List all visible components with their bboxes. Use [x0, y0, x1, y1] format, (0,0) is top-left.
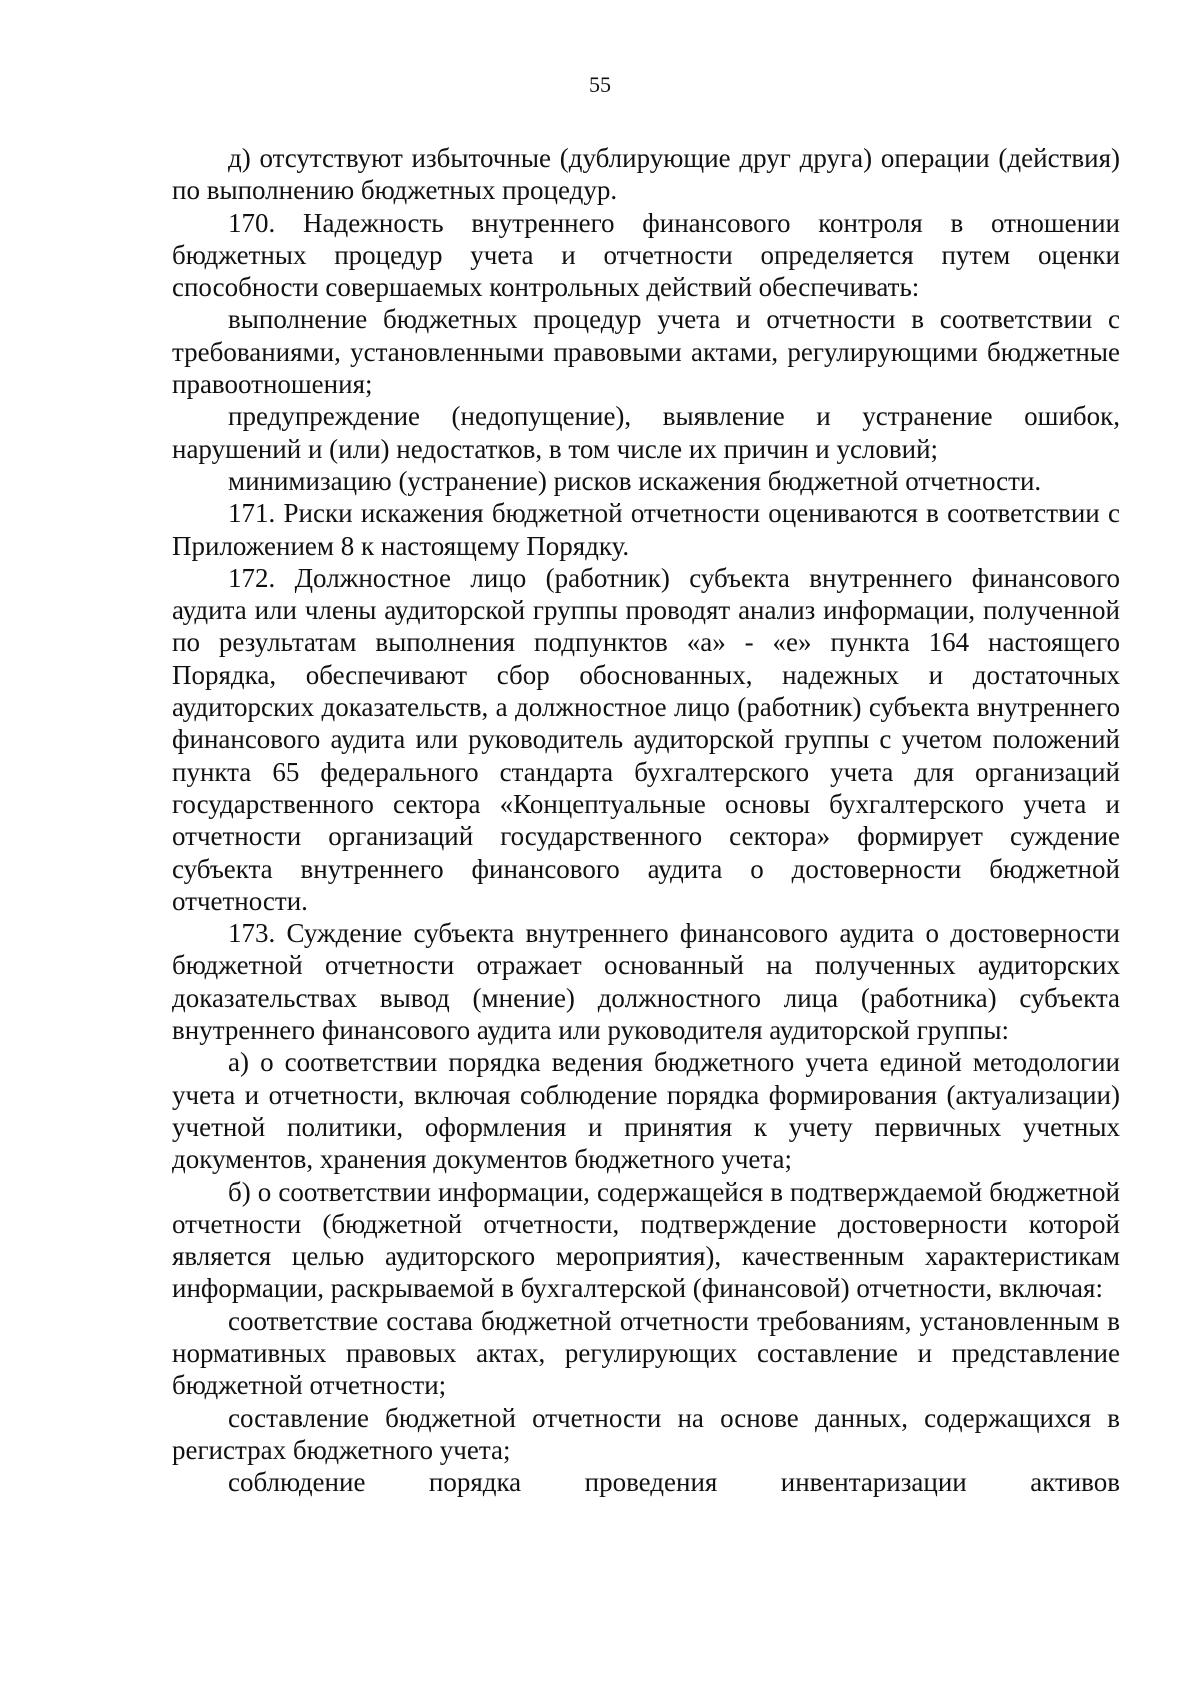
paragraph-170: 170. Надежность внутреннего финансового контроля в отношении бюджетных процедур учета и отчетности определяется путем оценки способности совершаемых контрольных действий обеспечивать: [172, 207, 1120, 303]
document-body [172, 142, 1120, 1498]
paragraph-173-a: а) о соответствии порядка ведения бюджетного учета единой методологии учета и отчетности, включая соблюдение порядка формирования (актуализации) учетной политики, оформления и принятия к учету первичных учетных документов, хранения документов бюджетного учета; [172, 1047, 1120, 1175]
paragraph-173-b-item-3: соблюдение порядка проведения инвентаризации активов [228, 1467, 1120, 1498]
paragraph-170-item-3: минимизацию (устранение) рисков искажения бюджетной отчетности. [228, 465, 1042, 496]
paragraph-171: 171. Риски искажения бюджетной отчетности оцениваются в соответствии с Приложением 8 к настоящему Порядку. [172, 498, 1120, 561]
paragraph-170-item-1: выполнение бюджетных процедур учета и отчетности в соответствии с требованиями, установленными правовыми актами, регулирующими бюджетные правоотношения; [172, 304, 1120, 400]
paragraph-d-no-redundant-operations: д) отсутствуют избыточные (дублирующие друг друга) операции (действия) по выполнению бюджетных процедур. [172, 143, 1120, 206]
paragraph-170-item-2: предупреждение (недопущение), выявление и устранение ошибок, нарушений и (или) недостатков, в том числе их причин и условий; [172, 401, 1120, 464]
page-number: 55 [589, 72, 611, 97]
paragraph-173-b-item-1: соответствие состава бюджетной отчетности требованиям, установленным в нормативных правовых актах, регулирующих составление и представление бюджетной отчетности; [172, 1305, 1120, 1401]
paragraph-173: 173. Суждение субъекта внутреннего финансового аудита о достоверности бюджетной отчетности отражает основанный на полученных аудиторских доказательствах вывод (мнение) должностного лица (работника) субъекта внутреннего финансового аудита или руководителя аудиторской группы: [172, 918, 1120, 1046]
paragraph-173-b-item-2: составление бюджетной отчетности на основе данных, содержащихся в регистрах бюджетного учета; [172, 1402, 1120, 1465]
paragraph-173-b: б) о соответствии информации, содержащейся в подтверждаемой бюджетной отчетности (бюджетной отчетности, подтверждение достоверности которой является целью аудиторского мероприятия), качественным характеристикам информации, раскрываемой в бухгалтерской (финансовой) отчетности, включая: [172, 1176, 1120, 1304]
paragraph-172: 172. Должностное лицо (работник) субъекта внутреннего финансового аудита или члены аудиторской группы проводят анализ информации, полученной по результатам выполнения подпунктов «а» - «е» пункта 164 настоящего Порядка, обеспечивают сбор обоснованных, надежных и достаточных аудиторских доказательств, а должностное лицо (работник) субъекта внутреннего финансового аудита или руководитель аудиторской группы с учетом положений пункта 65 федерального стандарта бухгалтерского учета для организаций государственного сектора «Концептуальные основы бухгалтерского учета и отчетности организаций государственного сектора» формирует суждение субъекта внутреннего финансового аудита о достоверности бюджетной отчетности. [172, 562, 1120, 916]
